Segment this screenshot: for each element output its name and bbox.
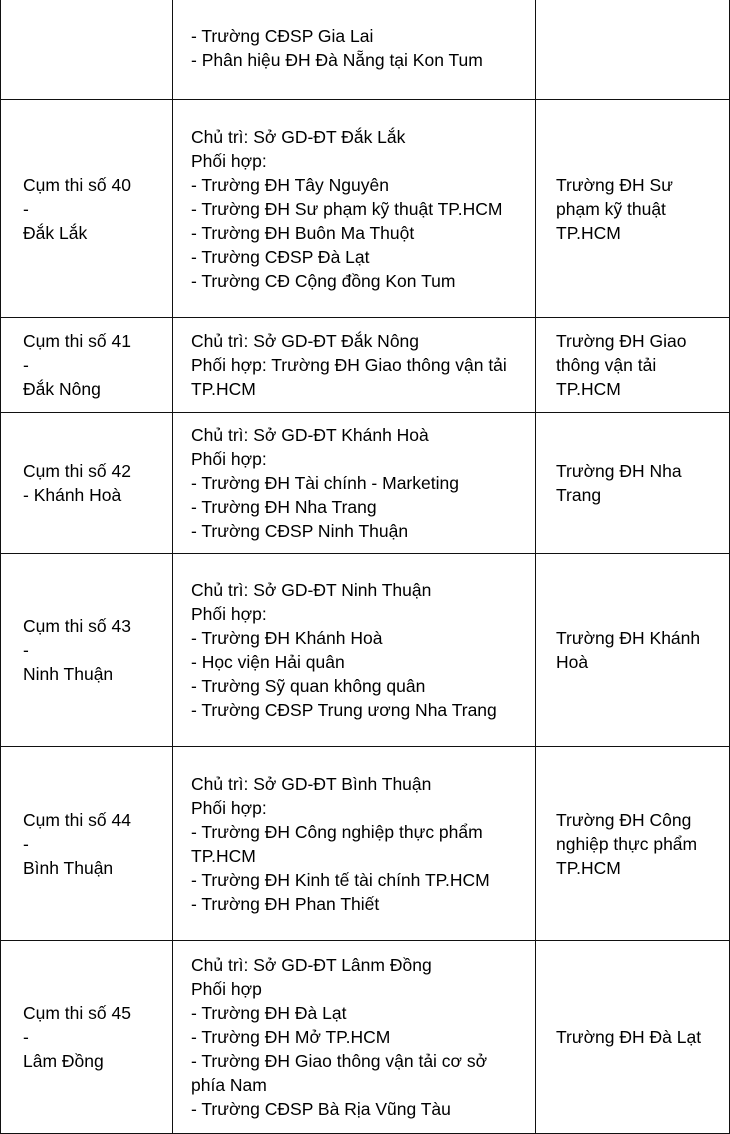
cluster-cell [1,747,173,941]
cluster-cell-line: - [23,198,29,219]
organizers-cell-line: - Trường ĐH Giao thông vận tải cơ sở phía Nam [191,1051,488,1095]
organizers-cell-line: - Trường Sỹ quan không quân [191,676,426,696]
organizers-cell-line: Chủ trì: Sở GD-ĐT Bình Thuận [191,773,432,794]
organizers-cell-line: Phối hợp: [191,604,267,624]
cluster-cell-line: - [23,355,29,375]
organizers-cell [173,941,536,1134]
table-row [1,0,730,100]
supervisor-cell [536,747,730,941]
organizers-cell [173,413,536,554]
organizers-cell-line: Phối hợp: [191,449,267,469]
organizers-cell-line: - Trường CĐSP Đà Lạt [191,246,370,267]
cluster-cell-line: Đắk Nông [23,379,101,399]
supervisor-cell [536,100,730,318]
organizers-cell-line: - Trường CĐSP Trung ương Nha Trang [191,700,497,720]
cluster-cell-line: Cụm thi số 41 [23,331,131,351]
supervisor-cell-line: Trường ĐH Công nghiệp thực phẩm TP.HCM [556,809,698,878]
organizers-cell-line: Phối hợp [191,979,262,999]
supervisor-cell [536,554,730,747]
table-row [1,554,730,747]
organizers-cell-line: Chủ trì: Sở GD-ĐT Đắk Nông [191,331,420,351]
organizers-cell-line: Chủ trì: Sở GD-ĐT Lânm Đồng [191,955,432,975]
table-row [1,100,730,318]
cluster-cell-line: Cụm thi số 40 [23,174,131,195]
organizers-cell-line: - Học viện Hải quân [191,652,345,672]
supervisor-cell-line: Trường ĐH Nha Trang [556,461,682,505]
cluster-cell [1,413,173,554]
cluster-cell [1,100,173,318]
organizers-cell-line: - Trường ĐH Khánh Hoà [191,628,383,648]
cluster-cell [1,941,173,1134]
organizers-cell-line: - Trường ĐH Kinh tế tài chính TP.HCM [191,869,490,890]
cluster-cell-line: Đắk Lắk [23,222,88,243]
table-row [1,941,730,1134]
organizers-cell-line: - Trường ĐH Tài chính - Marketing [191,473,459,493]
supervisor-cell [536,318,730,413]
organizers-cell [173,747,536,941]
organizers-cell [173,554,536,747]
organizers-cell-line: Phối hợp: Trường ĐH Giao thông vận tải TP.HCM [191,355,507,399]
organizers-cell-line: - Trường CĐ Cộng đồng Kon Tum [191,270,456,291]
cluster-cell-line: - Khánh Hoà [23,485,122,505]
supervisor-cell [536,941,730,1134]
organizers-cell-line: - Trường ĐH Đà Lạt [191,1003,347,1023]
organizers-cell-line: - Trường ĐH Mở TP.HCM [191,1027,391,1047]
cluster-cell-line: Bình Thuận [23,857,114,878]
cluster-cell-line: - [23,1027,29,1047]
organizers-cell [173,100,536,318]
cluster-cell [1,318,173,413]
supervisor-cell [536,413,730,554]
organizers-cell [173,0,536,100]
cluster-cell-line: Lâm Đồng [23,1051,104,1071]
cluster-cell-line: Cụm thi số 45 [23,1003,131,1023]
supervisor-cell-line: Trường ĐH Khánh Hoà [556,628,701,672]
organizers-cell-line: - Trường ĐH Công nghiệp thực phẩm TP.HCM [191,821,483,866]
organizers-cell-line: Chủ trì: Sở GD-ĐT Khánh Hoà [191,425,429,445]
table-row [1,747,730,941]
cluster-cell [1,554,173,747]
organizers-cell [173,318,536,413]
organizers-cell-line: Phối hợp: [191,150,267,171]
table-body [1,0,730,1134]
organizers-cell-line: - Trường ĐH Tây Nguyên [191,174,389,195]
organizers-cell-line: - Trường CĐSP Bà Rịa Vũng Tàu [191,1099,451,1119]
organizers-cell-line: - Trường ĐH Phan Thiết [191,893,380,914]
organizers-cell-line: - Trường ĐH Buôn Ma Thuột [191,222,415,243]
cluster-cell-line: Cụm thi số 42 [23,461,131,481]
organizers-cell-line: - Trường CĐSP Ninh Thuận [191,521,409,541]
cluster-cell-line: - [23,833,29,854]
organizers-cell-line: - Phân hiệu ĐH Đà Nẵng tại Kon Tum [191,50,483,70]
organizers-cell-line: - Trường ĐH Nha Trang [191,497,377,517]
organizers-cell-line: Chủ trì: Sở GD-ĐT Ninh Thuận [191,580,432,600]
cluster-cell-line: - [23,640,29,660]
table-row [1,318,730,413]
cluster-cell-line: Cụm thi số 44 [23,809,131,830]
table-row [1,413,730,554]
supervisor-cell-line: Trường ĐH Sư phạm kỹ thuật TP.HCM [556,174,673,243]
cluster-cell-line: Ninh Thuận [23,664,114,684]
supervisor-cell-line: Trường ĐH Giao thông vận tải TP.HCM [556,331,687,399]
supervisor-cell-line: Trường ĐH Đà Lạt [556,1027,702,1047]
cluster-cell-line: Cụm thi số 43 [23,616,131,636]
organizers-cell-line: Chủ trì: Sở GD-ĐT Đắk Lắk [191,126,406,147]
organizers-cell-line: - Trường CĐSP Gia Lai [191,26,374,46]
supervisor-cell [536,0,730,100]
organizers-cell-line: Phối hợp: [191,797,267,818]
cluster-cell [1,0,173,100]
organizers-cell-line: - Trường ĐH Sư phạm kỹ thuật TP.HCM [191,198,503,219]
